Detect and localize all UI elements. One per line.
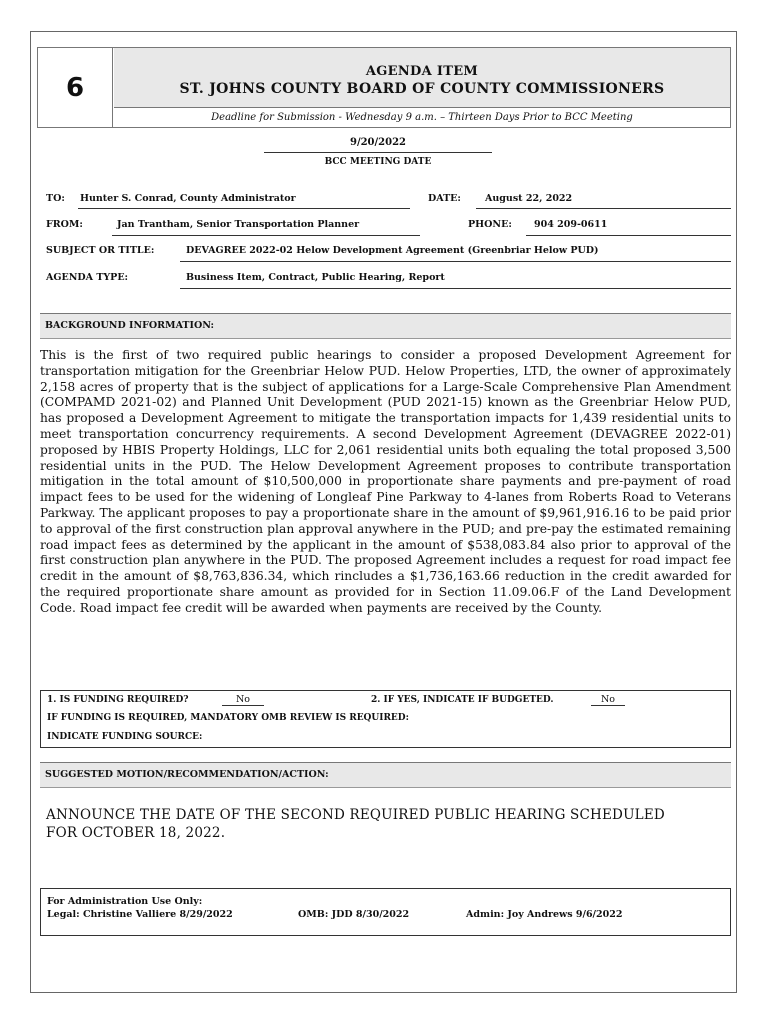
funding-budgeted-label: 2. IF YES, INDICATE IF BUDGETED. — [371, 695, 554, 705]
from-label: FROM: — [46, 219, 83, 230]
title-board: ST. JOHNS COUNTY BOARD OF COUNTY COMMISSIONERS — [179, 81, 665, 97]
date-underline — [476, 208, 731, 209]
to-underline — [78, 208, 410, 209]
background-heading: BACKGROUND INFORMATION: — [40, 313, 731, 339]
header-title — [114, 48, 730, 108]
motion-text — [46, 806, 706, 842]
agenda-type-label: AGENDA TYPE: — [46, 272, 129, 283]
funding-source-label: INDICATE FUNDING SOURCE: — [47, 732, 203, 742]
admin-heading: For Administration Use Only: — [47, 896, 203, 907]
agenda-type-underline — [180, 288, 731, 289]
date-label: DATE: — [428, 193, 461, 204]
bcc-meeting-date — [264, 137, 492, 167]
admin-legal: Legal: Christine Valliere 8/29/2022 — [47, 909, 233, 920]
funding-required-value: No — [222, 694, 264, 706]
funding-box — [40, 690, 731, 748]
phone-label: PHONE: — [468, 219, 512, 230]
date-value: August 22, 2022 — [485, 193, 573, 204]
meeting-date-label: BCC MEETING DATE — [324, 157, 432, 167]
motion-line-1: ANNOUNCE THE DATE OF THE SECOND REQUIRED PUBLIC HEARING SCHEDULED — [46, 807, 665, 823]
omb-review-label: IF FUNDING IS REQUIRED, MANDATORY OMB REVIEW IS REQUIRED: — [47, 713, 409, 723]
subject-underline — [180, 261, 731, 262]
phone-value: 904 209-0611 — [534, 219, 608, 230]
agenda-item-number: 6 — [38, 48, 113, 127]
subject-label: SUBJECT OR TITLE: — [46, 245, 155, 256]
to-label: TO: — [46, 193, 65, 204]
funding-required-label: 1. IS FUNDING REQUIRED? — [47, 695, 189, 705]
meeting-date-value: 9/20/2022 — [264, 137, 492, 153]
agenda-type-value: Business Item, Contract, Public Hearing, Report — [186, 272, 445, 283]
background-text: This is the first of two required public hearings to consider a proposed Development Agreement for transportation mitigation for the Greenbriar Helow PUD. Helow Properties, LTD, the owner of approximately 2,158 acres of property that is the subject of applications for a Large-Scale Comprehensive Plan Amendment (COMPAMD 2021-02) and Planned Unit Development (PUD 2021-15) known as the Greenbriar Helow PUD, has proposed a Development Agreement to mitigate the transportation impacts for 1,439 residential units to meet transportation concurrency requirements. A second Development Agreement (DEVAGREE 2022-01) proposed by HBIS Property Holdings, LLC for 2,061 residential units both equaling the total proposed 3,500 residential units in the PUD. The Helow Development Agreement proposes to contribute transportation mitigation in the total amount of $10,500,000 in proportionate share payments and pre-payment of road impact fees to be used for the widening of Longleaf Pine Parkway to 4-lanes from Roberts Road to Veterans Parkway. The applicant proposes to pay a proportionate share in the amount of $9,961,916.16 to be paid prior to approval of the first construction plan approval anywhere in the PUD; and pre-pay the estimated remaining road impact fees as determined by the applicant in the amount of $538,083.84 also prior to approval of the first construction plan anywhere in the PUD. The proposed Agreement includes a request for road impact fee credit in the amount of $8,763,836.34, which rincludes a $1,736,163.66 reduction in the credit awarded for the required proportionate share amount as provided for in Section 11.09.06.F of the Land Development Code. Road impact fee credit will be awarded when payments are received by the County. — [40, 348, 731, 615]
funding-budgeted-value: No — [591, 694, 625, 706]
subject-value: DEVAGREE 2022-02 Helow Development Agreement (Greenbriar Helow PUD) — [186, 245, 599, 256]
submission-deadline: Deadline for Submission - Wednesday 9 a.m. – Thirteen Days Prior to BCC Meeting — [211, 112, 633, 123]
title-agenda-item: AGENDA ITEM — [365, 64, 479, 79]
to-value: Hunter S. Conrad, County Administrator — [80, 193, 296, 204]
from-underline — [112, 235, 420, 236]
admin-box — [40, 888, 731, 936]
admin-approver: Admin: Joy Andrews 9/6/2022 — [466, 909, 623, 920]
motion-heading: SUGGESTED MOTION/RECOMMENDATION/ACTION: — [40, 762, 731, 788]
admin-omb: OMB: JDD 8/30/2022 — [298, 909, 410, 920]
from-value: Jan Trantham, Senior Transportation Planner — [117, 219, 360, 230]
motion-line-2: FOR OCTOBER 18, 2022. — [46, 825, 226, 841]
phone-underline — [526, 235, 731, 236]
agenda-header — [37, 47, 731, 128]
